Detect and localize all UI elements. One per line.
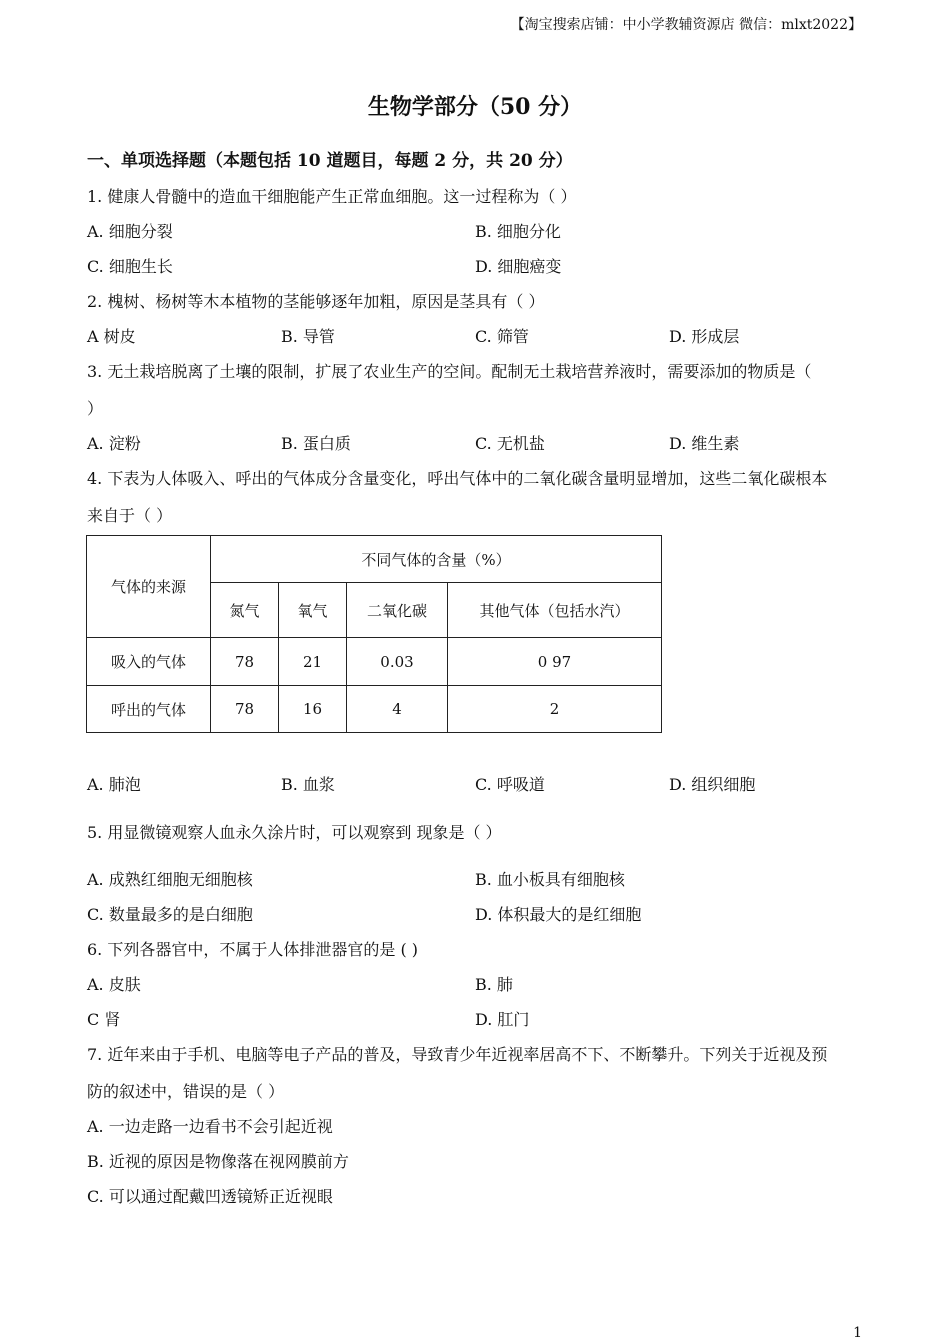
table-row [87,686,662,733]
q7-option-a: A. 一边走路一边看书不会引起近视 [87,1117,333,1136]
q4-option-c: C. 呼吸道 [475,775,545,794]
page-number: 1 [853,1325,862,1341]
q6-option-b: B. 肺 [475,975,513,994]
q5-option-b: B. 血小板具有细胞核 [475,870,625,889]
q6-option-d: D. 肛门 [475,1010,530,1029]
table-col-header: 二氧化碳 [347,583,448,638]
q6-option-a: A. 皮肤 [87,975,141,994]
q2-option-b: B. 导管 [281,327,335,346]
q7-option-b: B. 近视的原因是物像落在视网膜前方 [87,1152,349,1171]
question-4-stem-cont: 来自于（ ） [87,506,173,525]
table-cell: 78 [211,686,279,733]
q3-option-a: A. 淀粉 [87,434,141,453]
q5-option-a: A. 成熟红细胞无细胞核 [87,870,253,889]
page-header: 【淘宝搜索店铺：中小学教辅资源店 微信：mlxt2022】 [510,17,862,33]
table-cell: 0.03 [347,638,448,686]
table-cell: 2 [448,686,662,733]
table-row-label: 吸入的气体 [87,638,211,686]
q5-option-c: C. 数量最多的是白细胞 [87,905,253,924]
q5-option-d: D. 体积最大的是红细胞 [475,905,642,924]
question-2-stem: 2. 槐树、杨树等木本植物的茎能够逐年加粗，原因是茎具有（ ） [87,292,545,311]
table-cell: 78 [211,638,279,686]
table-row-label: 呼出的气体 [87,686,211,733]
table-col-header: 其他气体（包括水汽） [448,583,662,638]
q2-option-d: D. 形成层 [669,327,740,346]
question-3-stem: 3. 无土栽培脱离了土壤的限制，扩展了农业生产的空间。配制无土栽培营养液时，需要添加的物质是（ [87,362,812,381]
question-6-stem: 6. 下列各器官中，不属于人体排泄器官的是 ( ) [87,940,419,959]
q3-option-d: D. 维生素 [669,434,740,453]
q4-option-b: B. 血浆 [281,775,335,794]
q2-option-a: A 树皮 [87,327,136,346]
question-5-stem: 5. 用显微镜观察人血永久涂片时，可以观察到 现象是（ ） [87,823,502,842]
q3-option-b: B. 蛋白质 [281,434,351,453]
question-7-stem-cont: 防的叙述中，错误的是（ ） [87,1082,285,1101]
q1-option-a: A. 细胞分裂 [87,222,173,241]
q3-option-c: C. 无机盐 [475,434,545,453]
table-col-header: 氮气 [211,583,279,638]
table-cell: 21 [279,638,347,686]
table-source-header: 气体的来源 [87,536,211,638]
table-group-header: 不同气体的含量（%） [211,536,662,583]
q6-option-c: C 肾 [87,1010,121,1029]
table-cell: 4 [347,686,448,733]
section-heading: 一、单项选择题（本题包括 10 道题目，每题 2 分，共 20 分） [87,151,573,171]
q1-option-c: C. 细胞生长 [87,257,173,276]
q1-option-b: B. 细胞分化 [475,222,561,241]
page-title: 生物学部分（50 分） [367,94,583,120]
table-cell: 0 97 [448,638,662,686]
table-row [87,638,662,686]
q7-option-c: C. 可以通过配戴凹透镜矫正近视眼 [87,1187,333,1206]
q2-option-c: C. 筛管 [475,327,529,346]
table-cell: 16 [279,686,347,733]
question-3-stem-cont: ） [87,399,104,418]
table-col-header: 氧气 [279,583,347,638]
question-1-stem: 1. 健康人骨髓中的造血干细胞能产生正常血细胞。这一过程称为（ ） [87,187,577,206]
q4-option-d: D. 组织细胞 [669,775,756,794]
q4-option-a: A. 肺泡 [87,775,141,794]
question-7-stem: 7. 近年来由于手机、电脑等电子产品的普及，导致青少年近视率居高不下、不断攀升。下列关于近视及预 [87,1045,828,1064]
question-4-stem: 4. 下表为人体吸入、呼出的气体成分含量变化，呼出气体中的二氧化碳含量明显增加，这些二氧化碳根本 [87,469,828,488]
q1-option-d: D. 细胞癌变 [475,257,562,276]
gas-composition-table [86,535,662,733]
